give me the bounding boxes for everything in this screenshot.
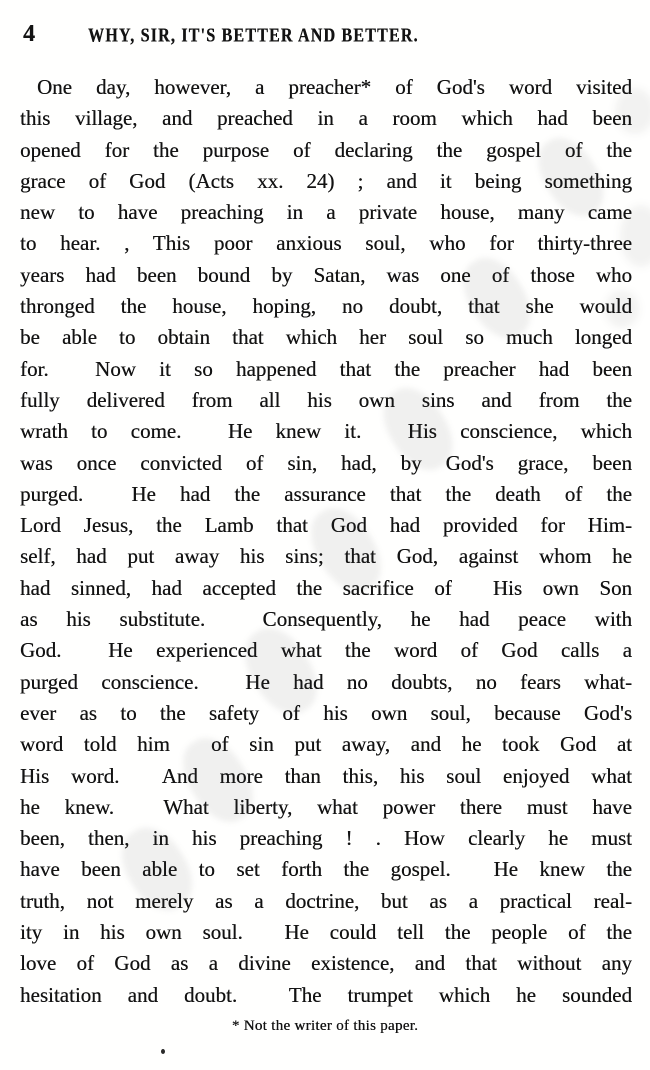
text-line: for. Now it so happened that the preacher had been [20,356,632,381]
footnote: * Not the writer of this paper. [231,1018,419,1034]
text-line: years had been bound by Satan, was one of those who [20,262,632,287]
text-line: to hear. , This poor anxious soul, who for thirty-three [20,231,632,256]
text-line: been, then, in his preaching ! . How clearly he must [20,826,632,851]
text-line: His word. And more than this, his soul enjoyed what [20,763,632,788]
text-line: grace of God (Acts xx. 24) ; and it being something [20,168,632,193]
text-line: opened for the purpose of declaring the gospel of the [20,137,632,162]
body-text [20,72,632,1011]
text-line: this village, and preached in a room which had been [20,106,632,131]
text-line: purged conscience. He had no doubts, no fears what- [20,669,632,694]
text-line: have been able to set forth the gospel. He knew the [20,857,632,882]
text-line: self, had put away his sins; that God, against whom he [20,544,632,569]
text-line: God. He experienced what the word of God calls a [20,638,632,663]
text-line: as his substitute. Consequently, he had peace with [20,607,632,632]
text-line: word told him of sin put away, and he took God at [20,732,632,757]
text-line: he knew. What liberty, what power there must have [20,794,632,819]
text-line: had sinned, had accepted the sacrifice of His own Son [20,575,632,600]
text-line: hesitation and doubt. The trumpet which he sounded [20,982,632,1007]
text-line: One day, however, a preacher* of God's word visited [37,75,632,99]
text-line: ever as to the safety of his own soul, because God's [20,700,632,725]
text-line: ity in his own soul. He could tell the people of the [20,920,632,945]
page-number: 4 [23,21,35,47]
text-line: was once convicted of sin, had, by God's grace, been [20,450,632,475]
running-title: WHY, SIR, IT'S BETTER AND BETTER. [88,25,419,47]
text-line: purged. He had the assurance that the death of the [20,481,632,506]
text-line: be able to obtain that which her soul so much longed [20,325,632,350]
stray-ink-dot [161,1049,165,1054]
text-line: truth, not merely as a doctrine, but as a practical real- [20,888,632,913]
text-line: fully delivered from all his own sins and from the [20,387,632,412]
text-line: wrath to come. He knew it. His conscience, which [20,419,632,444]
text-line: new to have preaching in a private house, many came [20,200,632,225]
text-line: thronged the house, hoping, no doubt, that she would [20,294,632,319]
text-line: love of God as a divine existence, and that without any [20,951,632,976]
text-line: Lord Jesus, the Lamb that God had provided for Him- [20,513,632,538]
